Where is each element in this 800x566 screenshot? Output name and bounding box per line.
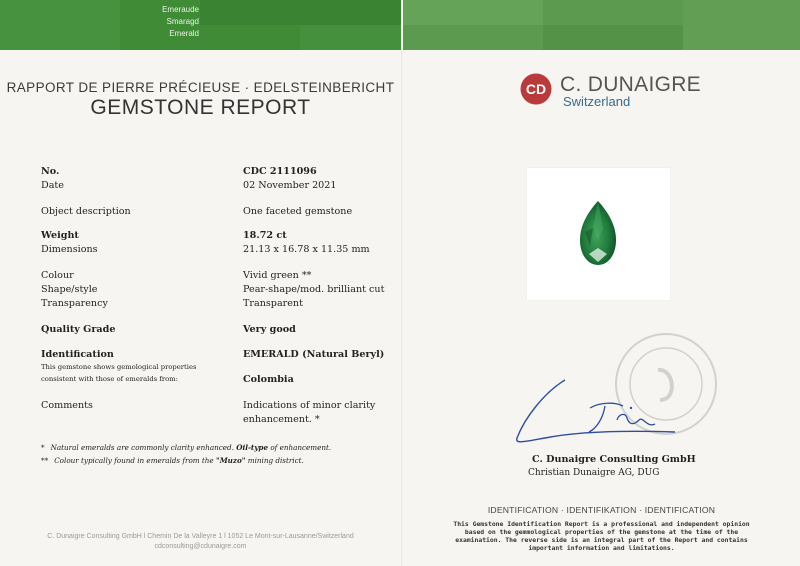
signatory-company: C. Dunaigre Consulting GmbH — [532, 454, 696, 465]
footnote-1-mark: * — [41, 443, 45, 452]
field-comments-value-2: enhancement. * — [243, 414, 320, 425]
footnote-1-text-b: Oil-type — [236, 443, 269, 452]
language-english: Emerald — [169, 29, 199, 38]
footer-address: C. Dunaigre Consulting GmbH l Chemin De la Valleyre 1 l 1052 Le Mont-sur-Lausanne/Switzerland — [47, 533, 354, 540]
report-title: GEMSTONE REPORT — [90, 96, 311, 119]
footnote-2-text-b: "Muzo" — [215, 456, 246, 465]
field-colour-value: Vivid green ** — [243, 270, 312, 281]
field-colour-label: Colour — [41, 270, 74, 281]
disclaimer-line-3: examination. The reverse side is an integral part of the Report and contains — [455, 536, 748, 544]
band-pattern — [0, 0, 401, 50]
footnote-2 — [41, 456, 304, 465]
field-date-value: 02 November 2021 — [243, 180, 337, 191]
logo-text: CD — [525, 81, 547, 97]
field-identification-label: Identification — [41, 349, 114, 360]
page-fold — [401, 0, 403, 566]
field-dimensions-label: Dimensions — [41, 244, 98, 255]
signatory-name: Christian Dunaigre AG, DUG — [528, 468, 660, 478]
field-object-label: Object description — [41, 206, 131, 217]
identification-note-2: consistent with those of emeralds from: — [41, 375, 178, 383]
field-comments-value-1: Indications of minor clarity — [243, 400, 376, 411]
footnote-1-text-a: Natural emeralds are commonly clarity enhanced. — [50, 443, 234, 452]
field-identification-value: EMERALD (Natural Beryl) — [243, 349, 385, 360]
field-quality-value: Very good — [243, 324, 296, 335]
field-origin-value: Colombia — [243, 374, 294, 385]
field-shape-value: Pear-shape/mod. brilliant cut — [243, 284, 385, 295]
field-shape-label: Shape/style — [41, 284, 98, 295]
header-band-left — [0, 0, 401, 50]
language-german: Smaragd — [166, 17, 199, 26]
report-title-multilang: RAPPORT DE PIERRE PRÉCIEUSE · EDELSTEINBERICHT — [6, 80, 395, 95]
company-logo — [519, 72, 553, 111]
field-quality-label: Quality Grade — [41, 324, 116, 335]
footnote-1 — [41, 443, 331, 452]
header-band-right — [403, 0, 800, 50]
identification-heading: IDENTIFICATION · IDENTIFIKATION · IDENTIFICATION — [487, 505, 716, 515]
field-no-label: No. — [41, 166, 60, 177]
footer-email: cdconsulting@cdunaigre.com — [154, 543, 247, 550]
field-dimensions-value: 21.13 x 16.78 x 11.35 mm — [243, 244, 370, 255]
gem-photo — [527, 168, 670, 300]
field-weight-value: 18.72 ct — [243, 230, 287, 241]
field-weight-label: Weight — [41, 230, 79, 241]
cd-logo-icon — [519, 72, 553, 106]
company-name: C. DUNAIGRE — [560, 73, 701, 96]
signature-icon — [505, 372, 685, 452]
disclaimer-line-4: important information and limitations. — [528, 544, 675, 552]
footnote-2-text-c: mining district. — [247, 456, 304, 465]
band-pattern-right — [403, 0, 800, 50]
footnote-2-text-a: Colour typically found in emeralds from the — [54, 456, 214, 465]
footnote-1-text-c: of enhancement. — [270, 443, 332, 452]
footnote-2-mark: ** — [41, 456, 49, 465]
field-transparency-label: Transparency — [41, 298, 108, 309]
field-date-label: Date — [41, 180, 64, 191]
language-french: Emeraude — [162, 5, 199, 14]
company-country: Switzerland — [563, 94, 631, 109]
language-labels — [162, 4, 199, 40]
field-comments-label: Comments — [41, 400, 93, 411]
field-transparency-value: Transparent — [243, 298, 303, 309]
field-object-value: One faceted gemstone — [243, 206, 353, 217]
disclaimer-line-2: based on the gemmological properties of the gemstone at the time of the — [464, 528, 739, 536]
disclaimer-line-1: This Gemstone Identification Report is a professional and independent opinion — [453, 520, 750, 528]
pear-shaped-emerald-icon — [527, 168, 670, 300]
identification-note-1: This gemstone shows gemological properties — [41, 363, 197, 371]
field-no-value: CDC 2111096 — [243, 166, 317, 177]
